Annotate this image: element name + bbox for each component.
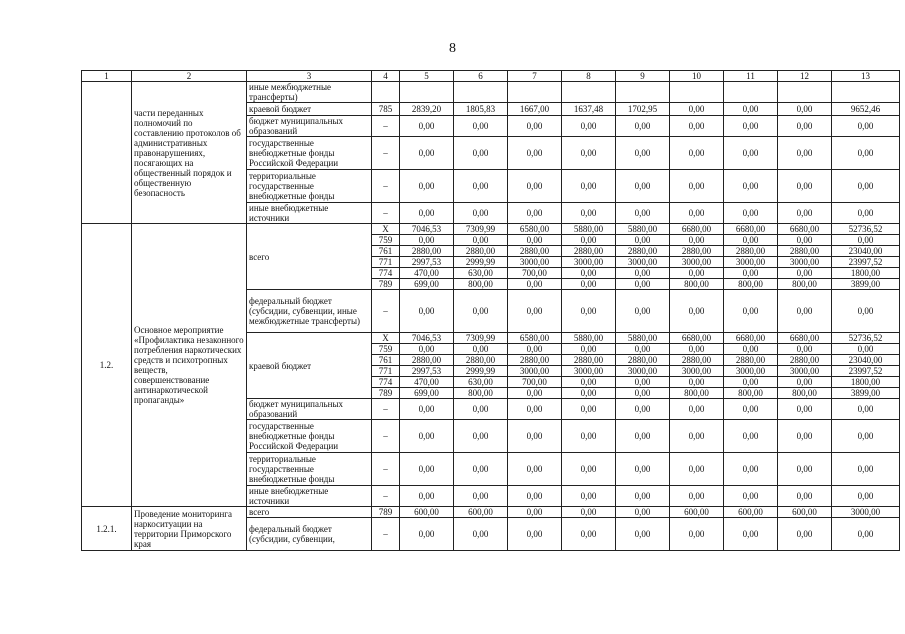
code-cell: 789 (372, 388, 400, 399)
value-cell: 0,00 (508, 235, 562, 246)
value-cell: 0,00 (724, 518, 778, 551)
value-cell: 6580,00 (508, 224, 562, 235)
value-cell: 3000,00 (670, 257, 724, 268)
value-cell: 3899,00 (832, 279, 900, 290)
value-cell: 0,00 (454, 344, 508, 355)
value-cell: 699,00 (400, 388, 454, 399)
value-cell: 52736,52 (832, 333, 900, 344)
value-cell: 0,00 (508, 486, 562, 507)
value-cell: 0,00 (778, 170, 832, 203)
value-cell: 0,00 (616, 388, 670, 399)
code-cell: – (372, 518, 400, 551)
value-cell: 3000,00 (670, 366, 724, 377)
value-cell: 0,00 (616, 507, 670, 518)
column-header: 13 (832, 71, 900, 82)
value-cell: 0,00 (670, 399, 724, 420)
value-cell: 0,00 (508, 399, 562, 420)
value-cell: 0,00 (832, 290, 900, 333)
value-cell: 1637,48 (562, 103, 616, 116)
value-cell: 0,00 (832, 116, 900, 137)
value-cell: 2880,00 (670, 355, 724, 366)
value-cell: 0,00 (508, 290, 562, 333)
value-cell: 0,00 (400, 399, 454, 420)
code-cell: – (372, 137, 400, 170)
value-cell: 0,00 (616, 279, 670, 290)
value-cell: 3000,00 (778, 257, 832, 268)
value-cell: 3000,00 (778, 366, 832, 377)
value-cell: 800,00 (454, 388, 508, 399)
value-cell: 0,00 (670, 453, 724, 486)
value-cell: 0,00 (400, 420, 454, 453)
value-cell (454, 82, 508, 103)
funding-source: федеральный бюджет (субсидии, субвенции, иные межбюджетные трансферты) (247, 290, 372, 333)
value-cell: 800,00 (724, 388, 778, 399)
column-header: 8 (562, 71, 616, 82)
value-cell (778, 82, 832, 103)
value-cell: 0,00 (400, 203, 454, 224)
value-cell: 2880,00 (778, 246, 832, 257)
value-cell: 0,00 (400, 137, 454, 170)
value-cell: 2880,00 (400, 355, 454, 366)
value-cell (562, 82, 616, 103)
value-cell: 23997,52 (832, 366, 900, 377)
value-cell: 0,00 (400, 518, 454, 551)
value-cell (508, 82, 562, 103)
value-cell: 0,00 (454, 518, 508, 551)
funding-source: иные межбюджетные трансферты) (247, 82, 372, 103)
value-cell: 0,00 (832, 518, 900, 551)
value-cell: 0,00 (616, 203, 670, 224)
value-cell: 0,00 (724, 235, 778, 246)
value-cell: 0,00 (562, 388, 616, 399)
code-cell: 789 (372, 507, 400, 518)
value-cell: 2880,00 (616, 246, 670, 257)
code-cell: 771 (372, 366, 400, 377)
value-cell: 3000,00 (616, 366, 670, 377)
value-cell: 6680,00 (778, 224, 832, 235)
value-cell: 0,00 (562, 290, 616, 333)
code-cell (372, 82, 400, 103)
value-cell: 0,00 (562, 377, 616, 388)
value-cell: 0,00 (508, 420, 562, 453)
value-cell: 0,00 (832, 203, 900, 224)
value-cell: 0,00 (724, 486, 778, 507)
code-cell: 759 (372, 344, 400, 355)
value-cell (832, 82, 900, 103)
value-cell: 6680,00 (724, 224, 778, 235)
value-cell: 2880,00 (562, 355, 616, 366)
value-cell: 0,00 (724, 377, 778, 388)
funding-source: федеральный бюджет (субсидии, субвенции, (247, 518, 372, 551)
value-cell: 7046,53 (400, 333, 454, 344)
value-cell: 0,00 (670, 420, 724, 453)
value-cell: 0,00 (454, 399, 508, 420)
value-cell: 0,00 (454, 137, 508, 170)
value-cell: 5880,00 (616, 333, 670, 344)
value-cell: 0,00 (724, 103, 778, 116)
value-cell: 23040,00 (832, 246, 900, 257)
item-description: части переданных полномочий по составлению протоколов об административных правонарушениях, посягающих на общественный порядок и общественную безопасность (132, 82, 247, 224)
value-cell: 0,00 (724, 420, 778, 453)
column-header: 5 (400, 71, 454, 82)
value-cell: 6680,00 (670, 224, 724, 235)
value-cell: 0,00 (508, 518, 562, 551)
value-cell: 0,00 (400, 235, 454, 246)
value-cell: 23997,52 (832, 257, 900, 268)
value-cell: 1800,00 (832, 377, 900, 388)
code-cell: 761 (372, 246, 400, 257)
code-cell: – (372, 203, 400, 224)
value-cell: 0,00 (724, 290, 778, 333)
funding-source: иные внебюджетные источники (247, 203, 372, 224)
value-cell: 0,00 (616, 235, 670, 246)
funding-source: государственные внебюджетные фонды Российской Федерации (247, 420, 372, 453)
value-cell: 0,00 (778, 137, 832, 170)
code-cell: 759 (372, 235, 400, 246)
item-description: Основное мероприятие «Профилактика незаконного потребления наркотических средств и психотропных веществ, совершенствование антинаркотической пропаганды» (132, 224, 247, 507)
value-cell: 0,00 (616, 420, 670, 453)
value-cell: 0,00 (670, 116, 724, 137)
value-cell: 0,00 (616, 453, 670, 486)
value-cell: 9652,46 (832, 103, 900, 116)
value-cell: 0,00 (400, 453, 454, 486)
value-cell: 0,00 (508, 388, 562, 399)
value-cell: 2880,00 (778, 355, 832, 366)
value-cell: 7309,99 (454, 333, 508, 344)
value-cell: 2880,00 (562, 246, 616, 257)
value-cell: 2997,53 (400, 366, 454, 377)
value-cell: 0,00 (724, 203, 778, 224)
value-cell: 0,00 (616, 290, 670, 333)
value-cell: 0,00 (616, 268, 670, 279)
funding-source: всего (247, 507, 372, 518)
value-cell: 0,00 (670, 344, 724, 355)
value-cell: 0,00 (670, 170, 724, 203)
value-cell: 6680,00 (724, 333, 778, 344)
value-cell: 2880,00 (670, 246, 724, 257)
value-cell: 0,00 (670, 377, 724, 388)
value-cell: 0,00 (562, 268, 616, 279)
column-header: 3 (247, 71, 372, 82)
funding-source: краевой бюджет (247, 103, 372, 116)
value-cell: 2880,00 (400, 246, 454, 257)
value-cell: 0,00 (508, 344, 562, 355)
code-cell: X (372, 224, 400, 235)
value-cell: 800,00 (670, 279, 724, 290)
value-cell: 0,00 (454, 486, 508, 507)
value-cell: 1667,00 (508, 103, 562, 116)
value-cell: 700,00 (508, 377, 562, 388)
value-cell: 0,00 (724, 344, 778, 355)
value-cell: 0,00 (562, 279, 616, 290)
funding-source: бюджет муниципальных образований (247, 399, 372, 420)
funding-source: территориальные государственные внебюджетные фонды (247, 170, 372, 203)
value-cell: 800,00 (778, 388, 832, 399)
value-cell: 0,00 (832, 235, 900, 246)
item-number (82, 82, 132, 224)
funding-source: иные внебюджетные источники (247, 486, 372, 507)
value-cell: 2880,00 (724, 355, 778, 366)
table-row (82, 71, 900, 82)
table-body (82, 71, 900, 551)
value-cell: 0,00 (832, 420, 900, 453)
value-cell: 0,00 (508, 507, 562, 518)
value-cell: 7046,53 (400, 224, 454, 235)
value-cell: 0,00 (832, 453, 900, 486)
value-cell (400, 82, 454, 103)
value-cell: 0,00 (562, 420, 616, 453)
value-cell: 0,00 (454, 290, 508, 333)
value-cell: 6680,00 (670, 333, 724, 344)
code-cell: 785 (372, 103, 400, 116)
value-cell: 699,00 (400, 279, 454, 290)
code-cell: – (372, 170, 400, 203)
value-cell: 0,00 (670, 235, 724, 246)
value-cell: 0,00 (778, 486, 832, 507)
value-cell: 0,00 (616, 377, 670, 388)
value-cell: 600,00 (724, 507, 778, 518)
value-cell: 0,00 (670, 268, 724, 279)
funding-source: всего (247, 224, 372, 290)
code-cell: 789 (372, 279, 400, 290)
code-cell: 774 (372, 268, 400, 279)
value-cell: 2999,99 (454, 366, 508, 377)
value-cell: 0,00 (616, 137, 670, 170)
value-cell: 0,00 (562, 137, 616, 170)
value-cell: 0,00 (778, 290, 832, 333)
value-cell: 6680,00 (778, 333, 832, 344)
value-cell: 3000,00 (616, 257, 670, 268)
value-cell: 0,00 (670, 137, 724, 170)
value-cell: 0,00 (562, 235, 616, 246)
value-cell: 0,00 (400, 290, 454, 333)
value-cell: 0,00 (616, 486, 670, 507)
value-cell: 1702,95 (616, 103, 670, 116)
value-cell: 1805,83 (454, 103, 508, 116)
value-cell: 630,00 (454, 268, 508, 279)
value-cell: 0,00 (778, 344, 832, 355)
value-cell: 800,00 (670, 388, 724, 399)
value-cell: 0,00 (454, 116, 508, 137)
value-cell: 0,00 (832, 399, 900, 420)
value-cell: 0,00 (832, 137, 900, 170)
funding-source: краевой бюджет (247, 333, 372, 399)
value-cell: 0,00 (670, 103, 724, 116)
value-cell: 0,00 (562, 170, 616, 203)
value-cell: 0,00 (616, 518, 670, 551)
code-cell: – (372, 116, 400, 137)
value-cell: 0,00 (454, 235, 508, 246)
value-cell: 0,00 (616, 116, 670, 137)
value-cell: 470,00 (400, 377, 454, 388)
code-cell: 771 (372, 257, 400, 268)
value-cell: 0,00 (778, 103, 832, 116)
table-row (82, 507, 900, 518)
value-cell: 6580,00 (508, 333, 562, 344)
value-cell: 23040,00 (832, 355, 900, 366)
value-cell (724, 82, 778, 103)
value-cell: 0,00 (454, 453, 508, 486)
value-cell: 0,00 (778, 377, 832, 388)
value-cell: 2880,00 (454, 355, 508, 366)
value-cell: 0,00 (562, 518, 616, 551)
page-number: 8 (449, 41, 456, 56)
value-cell: 470,00 (400, 268, 454, 279)
value-cell: 2997,53 (400, 257, 454, 268)
value-cell: 0,00 (562, 116, 616, 137)
value-cell: 52736,52 (832, 224, 900, 235)
value-cell: 0,00 (832, 486, 900, 507)
value-cell: 0,00 (508, 279, 562, 290)
value-cell: 0,00 (724, 268, 778, 279)
value-cell: 0,00 (400, 170, 454, 203)
column-header: 7 (508, 71, 562, 82)
value-cell: 3000,00 (832, 507, 900, 518)
code-cell: 761 (372, 355, 400, 366)
funding-source: территориальные государственные внебюджетные фонды (247, 453, 372, 486)
value-cell: 0,00 (832, 344, 900, 355)
value-cell: 0,00 (724, 137, 778, 170)
value-cell: 0,00 (670, 290, 724, 333)
value-cell: 3000,00 (724, 366, 778, 377)
value-cell: 3000,00 (562, 257, 616, 268)
value-cell: 600,00 (454, 507, 508, 518)
value-cell: 0,00 (724, 170, 778, 203)
value-cell: 0,00 (562, 507, 616, 518)
value-cell: 0,00 (562, 399, 616, 420)
table-row (82, 224, 900, 235)
value-cell: 0,00 (670, 518, 724, 551)
funding-source: бюджет муниципальных образований (247, 116, 372, 137)
code-cell: X (372, 333, 400, 344)
column-header: 9 (616, 71, 670, 82)
value-cell: 5880,00 (562, 333, 616, 344)
value-cell: 0,00 (562, 486, 616, 507)
column-header: 4 (372, 71, 400, 82)
value-cell: 3000,00 (562, 366, 616, 377)
value-cell: 2880,00 (616, 355, 670, 366)
value-cell: 0,00 (400, 344, 454, 355)
value-cell: 0,00 (508, 137, 562, 170)
value-cell: 3000,00 (724, 257, 778, 268)
value-cell: 0,00 (724, 399, 778, 420)
item-description: Проведение мониторинга наркоситуации на территории Приморского края (132, 507, 247, 551)
value-cell: 600,00 (670, 507, 724, 518)
value-cell: 0,00 (778, 453, 832, 486)
value-cell (616, 82, 670, 103)
column-header: 12 (778, 71, 832, 82)
value-cell: 5880,00 (562, 224, 616, 235)
value-cell: 2880,00 (508, 355, 562, 366)
value-cell: 0,00 (778, 203, 832, 224)
value-cell: 0,00 (400, 486, 454, 507)
value-cell: 0,00 (454, 170, 508, 203)
column-header: 1 (82, 71, 132, 82)
table-row (82, 82, 900, 103)
column-header: 11 (724, 71, 778, 82)
value-cell: 630,00 (454, 377, 508, 388)
value-cell: 0,00 (562, 453, 616, 486)
value-cell: 0,00 (616, 399, 670, 420)
value-cell: 7309,99 (454, 224, 508, 235)
value-cell: 800,00 (454, 279, 508, 290)
value-cell: 0,00 (778, 420, 832, 453)
value-cell: 0,00 (778, 399, 832, 420)
item-number: 1.2.1. (82, 507, 132, 551)
budget-table (81, 70, 900, 551)
code-cell: – (372, 290, 400, 333)
value-cell: 0,00 (670, 203, 724, 224)
value-cell: 0,00 (778, 116, 832, 137)
value-cell: 0,00 (724, 116, 778, 137)
value-cell: 5880,00 (616, 224, 670, 235)
value-cell: 3000,00 (508, 366, 562, 377)
value-cell (670, 82, 724, 103)
value-cell: 2880,00 (724, 246, 778, 257)
funding-source: государственные внебюджетные фонды Российской Федерации (247, 137, 372, 170)
value-cell: 2839,20 (400, 103, 454, 116)
value-cell: 0,00 (616, 344, 670, 355)
value-cell: 0,00 (454, 420, 508, 453)
value-cell: 800,00 (778, 279, 832, 290)
value-cell: 0,00 (562, 203, 616, 224)
value-cell: 0,00 (400, 116, 454, 137)
value-cell: 800,00 (724, 279, 778, 290)
value-cell: 2999,99 (454, 257, 508, 268)
item-number: 1.2. (82, 224, 132, 507)
value-cell: 0,00 (508, 170, 562, 203)
value-cell: 0,00 (508, 453, 562, 486)
code-cell: – (372, 420, 400, 453)
value-cell: 1800,00 (832, 268, 900, 279)
value-cell: 0,00 (724, 453, 778, 486)
value-cell: 0,00 (670, 486, 724, 507)
value-cell: 2880,00 (508, 246, 562, 257)
value-cell: 3899,00 (832, 388, 900, 399)
value-cell: 0,00 (778, 518, 832, 551)
value-cell: 0,00 (562, 344, 616, 355)
code-cell: – (372, 453, 400, 486)
value-cell: 0,00 (778, 235, 832, 246)
value-cell: 0,00 (778, 268, 832, 279)
value-cell: 600,00 (400, 507, 454, 518)
value-cell: 3000,00 (508, 257, 562, 268)
code-cell: – (372, 486, 400, 507)
value-cell: 0,00 (616, 170, 670, 203)
value-cell: 0,00 (832, 170, 900, 203)
column-header: 2 (132, 71, 247, 82)
value-cell: 2880,00 (454, 246, 508, 257)
value-cell: 0,00 (454, 203, 508, 224)
code-cell: – (372, 399, 400, 420)
value-cell: 0,00 (508, 116, 562, 137)
column-header: 6 (454, 71, 508, 82)
value-cell: 0,00 (508, 203, 562, 224)
value-cell: 600,00 (778, 507, 832, 518)
code-cell: 774 (372, 377, 400, 388)
value-cell: 700,00 (508, 268, 562, 279)
column-header: 10 (670, 71, 724, 82)
